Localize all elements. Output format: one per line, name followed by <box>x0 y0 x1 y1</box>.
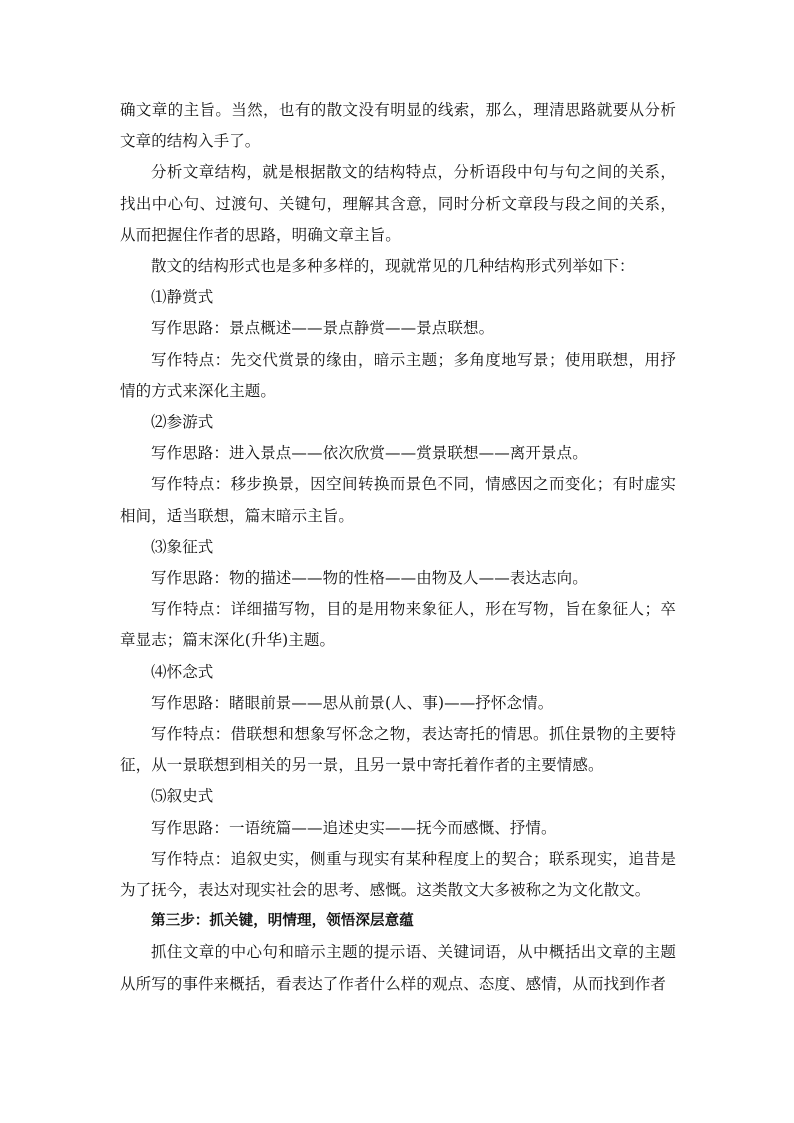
writing-approach-1: 写作思路：景点概述——景点静赏——景点联想。 <box>151 319 495 338</box>
paragraph-continued: 确文章的主旨。当然，也有的散文没有明显的线索，那么，理清思路就要从分析文章的结构入手了。 <box>120 101 676 151</box>
writing-features-1: 写作特点：先交代赏景的缘由，暗示主题；多角度地写景；使用联想，用抒情的方式来深化主题。 <box>120 350 676 400</box>
paragraph-key-points: 抓住文章的中心句和暗示主题的提示语、关键词语，从中概括出文章的主题从所写的事件来概括，看表达了作者什么样的观点、态度、感情，从而找到作者 <box>120 943 676 993</box>
paragraph-structure-forms: 散文的结构形式也是多种多样的，现就常见的几种结构形式列举如下： <box>151 257 635 276</box>
paragraph-structure-analysis: 分析文章结构，就是根据散文的结构特点，分析语段中句与句之间的关系，找出中心句、过渡句、关键句，理解其含意，同时分析文章段与段之间的关系，从而把握住作者的思路，明确文章主旨。 <box>120 163 676 244</box>
section-label-4: ⑷怀念式 <box>151 662 214 681</box>
writing-features-4: 写作特点：借联想和想象写怀念之物，表达寄托的情思。抓住景物的主要特征，从一景联想到相关的另一景，且另一景中寄托着作者的主要情感。 <box>120 725 676 775</box>
writing-approach-5: 写作思路：一语统篇——追述史实——抚今而感慨、抒情。 <box>151 818 557 837</box>
section-label-1: ⑴静赏式 <box>151 288 214 307</box>
writing-approach-3: 写作思路：物的描述——物的性格——由物及人——表达志向。 <box>151 569 588 588</box>
section-label-5: ⑸叙史式 <box>151 787 214 806</box>
document-body <box>120 95 676 1000</box>
writing-features-5: 写作特点：追叙史实，侧重与现实有某种程度上的契合；联系现实，追昔是为了抚今，表达对现实社会的思考、感慨。这类散文大多被称之为文化散文。 <box>120 849 676 900</box>
writing-features-3: 写作特点：详细描写物，目的是用物来象征人，形在写物，旨在象征人；卒章显志；篇末深化(升华)主题。 <box>120 600 676 650</box>
writing-approach-2: 写作思路：进入景点——依次欣赏——赏景联想——离开景点。 <box>151 444 588 463</box>
writing-features-2: 写作特点：移步换景，因空间转换而景色不同，情感因之而变化；有时虚实相间，适当联想，篇末暗示主旨。 <box>120 475 676 525</box>
section-label-3: ⑶象征式 <box>151 537 214 556</box>
section-label-2: ⑵参游式 <box>151 413 214 432</box>
step-three-heading: 第三步：抓关键，明情理，领悟深层意蕴 <box>151 913 414 930</box>
writing-approach-4: 写作思路：睹眼前景——思从前景(人、事)——抒怀念情。 <box>151 693 554 712</box>
